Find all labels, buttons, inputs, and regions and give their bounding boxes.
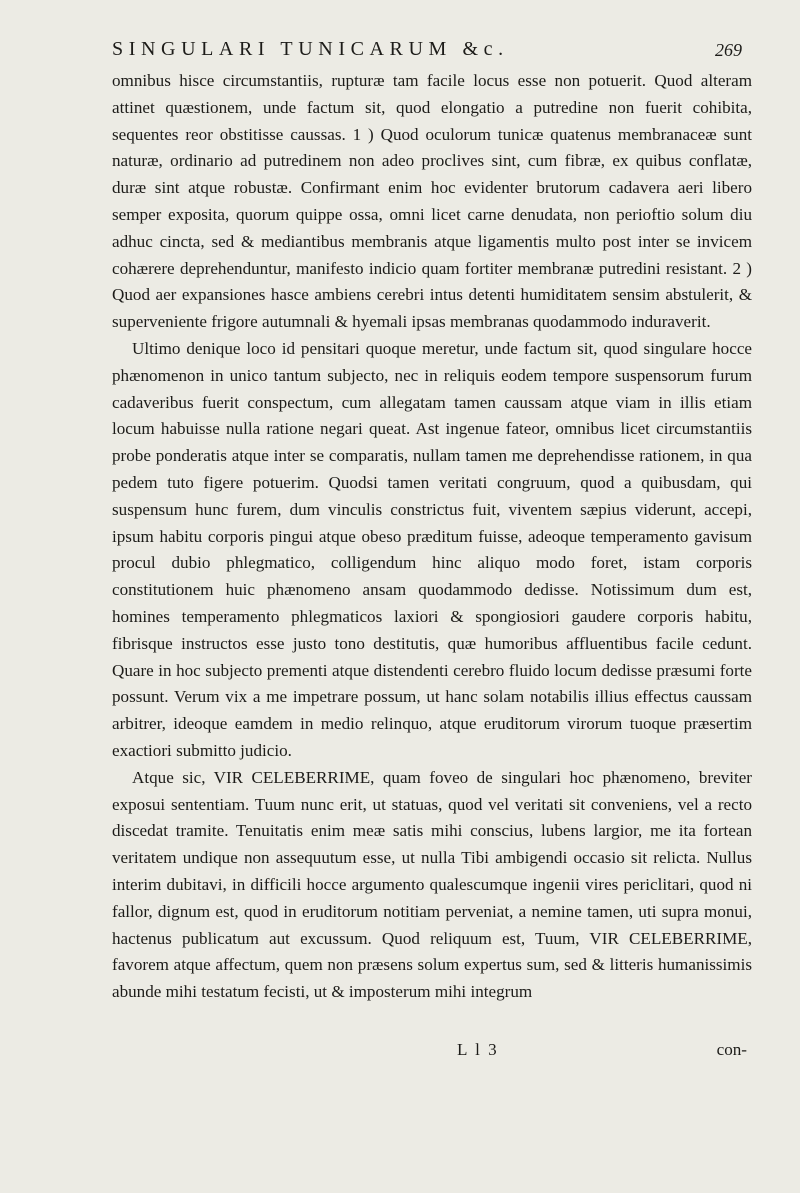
page-footer: [112, 1040, 752, 1066]
page-header: [112, 38, 742, 66]
paragraph-3: Atque sic, VIR CELEBERRIME, quam foveo de singulari hoc phænomeno, breviter exposui sententiam. Tuum nunc erit, ut statuas, quod vel veritati sit conveniens, vel a recto discedat tramite. Tenuitatis enim meæ satis mihi conscius, lubens largior, me ita fortean veritatem undique non assequutum esse, ut nulla Tibi ambigendi occasio sit relicta. Nullus interim dubitavi, in difficili hocce argumento qualescumque ingenii vires periclitari, quod ni fallor, dignum est, quod in eruditorum notitiam perveniat, a nemine tamen, uti supra monui, hactenus publicatum aut excussum. Quod reliquum est, Tuum, VIR CELEBERRIME, favorem atque affectum, quem non præsens solum expertus sum, sed & litteris humanissimis abunde mihi testatum fecisti, ut & imposterum mihi integrum: [112, 767, 752, 1002]
body-text: [112, 68, 752, 1006]
running-title: SINGULARI TUNICARUM &c.: [112, 38, 509, 60]
catchword: con-: [716, 1040, 747, 1059]
paragraph-2: Ultimo denique loco id pensitari quoque meretur, unde factum sit, quod singulare hocce phænomenon in unico tantum subjecto, nec in reliquis eodem tempore suspensorum furum cadaveribus fuerit conspectum, cum allegatam tamen caussam atque viam in illis etiam locum habuisse nulla ratione negari queat. Ast ingenue fateor, omnibus licet circumstantiis probe ponderatis atque inter se comparatis, nullam tamen me deprehendisse rationem, in qua pedem tuto figere potuerim. Quodsi tamen veritati congruum, quod a quibusdam, qui suspensum hunc furem, dum vinculis constrictus fuit, viventem sæpius viderunt, accepi, ipsum habitu corporis pingui atque obeso præditum fuisse, adeoque temperamento gavisum procul dubio phlegmatico, colligendum hinc aliquo modo foret, istam corporis constitutionem huic phænomeno ansam quodammodo dedisse. Notissimum dum est, homines temperamento phlegmaticos laxiori & spongiosiori gaudere corporis habitu, fibrisque instructos esse justo tono destitutis, quæ humoribus affluentibus facile cedunt. Quare in hoc subjecto prementi atque distendenti cerebro fluido locum dedisse præsumi forte possunt. Verum vix a me impetrare possum, ut hanc solam notabilis illius effectus caussam arbitrer, ideoque eamdem in medio relinquo, atque eruditorum virorum tuoque præsertim exactiori submitto judicio.: [112, 338, 752, 760]
signature-mark: L l 3: [457, 1040, 499, 1059]
page-number: 269: [715, 40, 742, 60]
paragraph-1: omnibus hisce circumstantiis, rupturæ tam facile locus esse non potuerit. Quod alteram attinet quæstionem, unde factum sit, quod elongatio a putredine non fuerit cohibita, sequentes reor obstitisse caussas. 1 ) Quod oculorum tunicæ quatenus membranaceæ sunt naturæ, ordinario ad putredinem non adeo proclives sint, cum fibræ, ex quibus conflatæ, duræ sint atque robustæ. Confirmant enim hoc evidenter brutorum cadavera aeri libero semper exposita, quorum quippe ossa, omni licet carne denudata, non perioftio solum diu adhuc cincta, sed & mediantibus membranis atque ligamentis multo post inter se invicem cohærere deprehenduntur, manifesto indicio quam fortiter membranæ putredini resistant. 2 ) Quod aer expansiones hasce ambiens cerebri intus detenti humiditatem sensim abstulerit, & superveniente frigore autumnali & hyemali ipsas membranas quodammodo induraverit.: [112, 71, 752, 332]
